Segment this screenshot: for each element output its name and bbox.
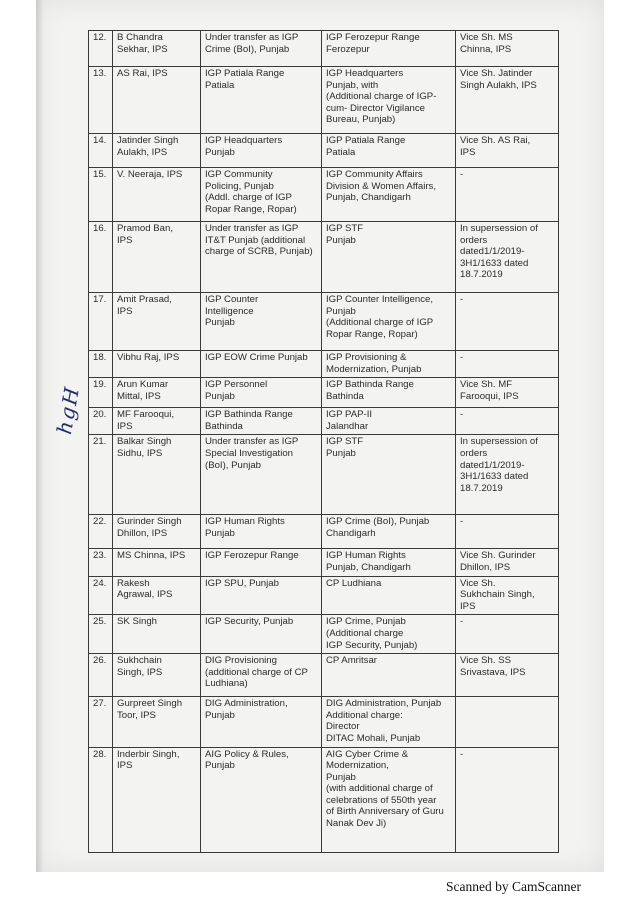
remarks-cell	[456, 697, 559, 747]
cell-line: DIG Administration,	[205, 698, 288, 710]
cell-line: IGP Counter Intelligence,	[326, 294, 434, 305]
cell-line: Singh, IPS	[117, 666, 163, 678]
cell-line: IGP Headquarters	[205, 135, 283, 146]
cell-line: AIG Policy & Rules,	[205, 748, 289, 760]
cell-line: -	[460, 748, 464, 760]
cell-line: 18.7.2019	[460, 482, 503, 494]
cell-line: Sukhchain	[117, 655, 162, 667]
cell-line: Ropar Range, Ropar)	[326, 328, 418, 340]
cell-line: Bathinda	[326, 390, 364, 402]
cell-line: Vice Sh. MS	[460, 32, 513, 43]
table-row	[89, 134, 559, 168]
name-cell	[113, 615, 201, 654]
cell-line: Division & Women Affairs,	[326, 180, 437, 192]
cell-line: orders	[460, 447, 488, 459]
cell-line: Vice Sh. Gurinder	[460, 550, 536, 562]
cell-line: orders	[460, 234, 488, 246]
to-posting-cell	[322, 697, 456, 747]
table-row	[89, 378, 559, 408]
cell-line: IGP Patiala Range	[326, 135, 406, 146]
sno-cell: 25.	[89, 615, 113, 654]
sno-cell: 21.	[89, 435, 113, 515]
remarks-cell	[456, 654, 559, 697]
cell-line: of Birth Anniversary of Guru	[326, 806, 444, 818]
cell-line: IPS	[117, 305, 133, 317]
cell-line: Vice Sh. AS Rai,	[460, 135, 531, 146]
page-shadow	[36, 0, 44, 872]
cell-line: Policing, Punjab	[205, 180, 274, 192]
from-posting-cell	[201, 747, 322, 852]
to-posting-cell	[322, 747, 456, 852]
from-posting-cell	[201, 293, 322, 351]
cell-line: Intelligence	[205, 305, 254, 317]
cell-line: IGP SPU, Punjab	[205, 577, 279, 589]
cell-line: Agrawal, IPS	[117, 589, 173, 601]
from-posting-cell	[201, 515, 322, 549]
remarks-cell	[456, 293, 559, 351]
remarks-cell	[456, 515, 559, 549]
cell-line: IGP Ferozepur Range	[205, 550, 299, 562]
from-posting-cell	[201, 654, 322, 697]
cell-line: Dhillon, IPS	[117, 527, 168, 539]
cell-line: Under transfer as IGP	[205, 436, 299, 448]
to-posting-cell	[322, 168, 456, 222]
sno-cell: 15.	[89, 168, 113, 222]
cell-line: (Additional charge	[326, 627, 404, 639]
transfer-orders-table	[88, 30, 559, 853]
cell-line: Ferozepur	[326, 43, 370, 55]
cell-line: IPS	[117, 234, 133, 246]
table-row	[89, 747, 559, 852]
cell-line: (with additional charge of	[326, 783, 433, 795]
table-row	[89, 67, 559, 134]
cell-line: IGP PAP-II	[326, 409, 373, 421]
cell-line: Gurinder Singh	[117, 516, 182, 528]
remarks-cell	[456, 615, 559, 654]
remarks-cell	[456, 351, 559, 378]
cell-line: Punjab, Chandigarh	[326, 561, 411, 573]
name-cell	[113, 378, 201, 408]
sno-cell: 13.	[89, 67, 113, 134]
name-cell	[113, 351, 201, 378]
cell-line: IGP Bathinda Range	[326, 379, 414, 391]
name-cell	[113, 654, 201, 697]
cell-line: IGP Human Rights	[326, 550, 406, 562]
cell-line: -	[460, 169, 464, 180]
cell-line: 3H1/1633 dated	[460, 257, 529, 269]
cell-line: -	[460, 294, 464, 305]
cell-line: Modernization,	[326, 760, 389, 772]
cell-line: IPS	[117, 420, 133, 432]
cell-line: Under transfer as IGP	[205, 223, 299, 234]
cell-line: Punjab	[326, 234, 356, 246]
name-cell	[113, 67, 201, 134]
cell-line: charge of SCRB, Punjab)	[205, 246, 313, 258]
cell-line: Sidhu, IPS	[117, 447, 163, 459]
cell-line: CP Amritsar	[326, 655, 377, 667]
cell-line: Punjab	[205, 317, 235, 329]
to-posting-cell	[322, 408, 456, 435]
to-posting-cell	[322, 515, 456, 549]
cell-line: Gurpreet Singh	[117, 698, 183, 710]
cell-line: IGP Crime (BoI), Punjab	[326, 516, 430, 528]
from-posting-cell	[201, 435, 322, 515]
name-cell	[113, 134, 201, 168]
cell-line: IGP Counter	[205, 294, 259, 305]
cell-line: Punjab	[326, 305, 356, 317]
name-cell	[113, 697, 201, 747]
cell-line: IGP Headquarters	[326, 68, 404, 79]
cell-line: Sukhchain Singh,	[460, 589, 535, 601]
remarks-cell	[456, 67, 559, 134]
cell-line: IGP Community Affairs	[326, 169, 423, 180]
cell-line: Nanak Dev Ji)	[326, 818, 387, 830]
from-posting-cell	[201, 222, 322, 293]
cell-line: Chandigarh	[326, 527, 376, 539]
cell-line: SK Singh	[117, 616, 158, 628]
from-posting-cell	[201, 576, 322, 615]
cell-line: Balkar Singh	[117, 436, 172, 448]
cell-line: Amit Prasad,	[117, 294, 172, 305]
cell-line: Toor, IPS	[117, 709, 156, 721]
remarks-cell	[456, 31, 559, 67]
remarks-cell	[456, 549, 559, 576]
from-posting-cell	[201, 697, 322, 747]
cell-line: Ropar Range, Ropar)	[205, 203, 297, 215]
handwritten-note: hgH	[52, 383, 85, 437]
cell-line: DIG Provisioning	[205, 655, 277, 667]
cell-line: Mittal, IPS	[117, 390, 161, 402]
cell-line: (Addl. charge of IGP	[205, 192, 292, 204]
cell-line: DIG Administration, Punjab	[326, 698, 442, 710]
remarks-cell	[456, 134, 559, 168]
from-posting-cell	[201, 615, 322, 654]
to-posting-cell	[322, 654, 456, 697]
cell-line: Bathinda	[205, 420, 243, 432]
cell-line: (Additional charge of IGP	[326, 317, 434, 329]
from-posting-cell	[201, 31, 322, 67]
cell-line: V. Neeraja, IPS	[117, 169, 183, 180]
from-posting-cell	[201, 134, 322, 168]
remarks-cell	[456, 576, 559, 615]
cell-line: Inderbir Singh,	[117, 748, 180, 760]
cell-line: Punjab, with	[326, 79, 379, 91]
table-row	[89, 168, 559, 222]
cell-line: MF Farooqui,	[117, 409, 175, 421]
from-posting-cell	[201, 549, 322, 576]
to-posting-cell	[322, 351, 456, 378]
cell-line: Vibhu Raj, IPS	[117, 352, 180, 363]
cell-line: Punjab, Chandigarh	[326, 192, 411, 204]
to-posting-cell	[322, 222, 456, 293]
sno-cell: 16.	[89, 222, 113, 293]
name-cell	[113, 515, 201, 549]
cell-line: Punjab	[205, 709, 235, 721]
cell-line: Chinna, IPS	[460, 43, 512, 55]
cell-line: Vice Sh. MF	[460, 379, 513, 391]
cell-line: Punjab	[205, 390, 235, 402]
cell-line: Sekhar, IPS	[117, 43, 168, 55]
table-row	[89, 515, 559, 549]
cell-line: Jatinder Singh	[117, 135, 179, 146]
cell-line: Punjab	[205, 760, 235, 772]
cell-line: IGP Patiala Range	[205, 68, 285, 79]
to-posting-cell	[322, 549, 456, 576]
cell-line: In supersession of	[460, 223, 538, 234]
remarks-cell	[456, 222, 559, 293]
table-row	[89, 549, 559, 576]
cell-line: Vice Sh. Jatinder	[460, 68, 533, 79]
remarks-cell	[456, 435, 559, 515]
table-body	[89, 31, 559, 853]
to-posting-cell	[322, 31, 456, 67]
sno-cell: 20.	[89, 408, 113, 435]
cell-line: 18.7.2019	[460, 269, 503, 281]
cell-line: dated1/1/2019-	[460, 459, 525, 471]
sno-cell: 22.	[89, 515, 113, 549]
cell-line: IT&T Punjab (additional	[205, 234, 306, 246]
sno-cell: 14.	[89, 134, 113, 168]
from-posting-cell	[201, 168, 322, 222]
table-row	[89, 615, 559, 654]
table-row	[89, 697, 559, 747]
cell-line: (additional charge of CP	[205, 666, 308, 678]
cell-line: Vice Sh. SS	[460, 655, 512, 667]
cell-line: DITAC Mohali, Punjab	[326, 732, 421, 744]
cell-line: B Chandra	[117, 32, 163, 43]
cell-line: MS Chinna, IPS	[117, 550, 186, 562]
sno-cell: 26.	[89, 654, 113, 697]
cell-line: Pramod Ban,	[117, 223, 173, 234]
cell-line: Punjab	[205, 146, 235, 158]
name-cell	[113, 576, 201, 615]
sno-cell: 28.	[89, 747, 113, 852]
cell-line: (BoI), Punjab	[205, 459, 261, 471]
from-posting-cell	[201, 67, 322, 134]
cell-line: IGP Security, Punjab	[205, 616, 294, 628]
cell-line: CP Ludhiana	[326, 577, 382, 589]
name-cell	[113, 435, 201, 515]
remarks-cell	[456, 378, 559, 408]
from-posting-cell	[201, 351, 322, 378]
cell-line: IPS	[460, 146, 476, 158]
name-cell	[113, 293, 201, 351]
cell-line: Singh Aulakh, IPS	[460, 79, 537, 91]
cell-line: IGP Bathinda Range	[205, 409, 293, 421]
cell-line: IPS	[460, 600, 476, 612]
cell-line: IGP STF	[326, 223, 364, 234]
cell-line: Dhillon, IPS	[460, 561, 511, 573]
cell-line: Jalandhar	[326, 420, 369, 432]
sno-cell: 19.	[89, 378, 113, 408]
table-row	[89, 576, 559, 615]
to-posting-cell	[322, 134, 456, 168]
table-row	[89, 351, 559, 378]
cell-line: Ludhiana)	[205, 678, 248, 690]
cell-line: Additional charge:	[326, 709, 403, 721]
table-row	[89, 408, 559, 435]
cell-line: IGP Provisioning &	[326, 352, 407, 363]
cell-line: IGP Human Rights	[205, 516, 285, 528]
sno-cell: 23.	[89, 549, 113, 576]
cell-line: Patiala	[326, 146, 356, 158]
to-posting-cell	[322, 67, 456, 134]
name-cell	[113, 168, 201, 222]
scanner-watermark: Scanned by CamScanner	[446, 879, 581, 894]
cell-line: -	[460, 616, 464, 628]
table-row	[89, 31, 559, 67]
cell-line: IGP STF	[326, 436, 364, 448]
cell-line: -	[460, 352, 464, 363]
cell-line: Farooqui, IPS	[460, 390, 519, 402]
to-posting-cell	[322, 615, 456, 654]
sno-cell: 18.	[89, 351, 113, 378]
name-cell	[113, 222, 201, 293]
remarks-cell	[456, 408, 559, 435]
cell-line: Aulakh, IPS	[117, 146, 168, 158]
cell-line: Punjab	[326, 771, 356, 783]
cell-line: celebrations of 550th year	[326, 794, 437, 806]
table-row	[89, 654, 559, 697]
cell-line: dated1/1/2019-	[460, 246, 525, 258]
remarks-cell	[456, 168, 559, 222]
cell-line: 3H1/1633 dated	[460, 471, 529, 483]
cell-line: cum- Director Vigilance	[326, 102, 425, 114]
name-cell	[113, 408, 201, 435]
cell-line: Modernization, Punjab	[326, 363, 422, 375]
table-row	[89, 222, 559, 293]
remarks-cell	[456, 747, 559, 852]
cell-line: AIG Cyber Crime &	[326, 748, 409, 760]
sno-cell: 24.	[89, 576, 113, 615]
to-posting-cell	[322, 293, 456, 351]
cell-line: Special Investigation	[205, 447, 293, 459]
cell-line: IGP Community	[205, 169, 273, 180]
to-posting-cell	[322, 435, 456, 515]
cell-line: Rakesh	[117, 577, 150, 589]
cell-line: Vice Sh.	[460, 577, 496, 589]
from-posting-cell	[201, 378, 322, 408]
cell-line: Under transfer as IGP	[205, 32, 299, 43]
sno-cell: 17.	[89, 293, 113, 351]
cell-line: IGP EOW Crime Punjab	[205, 352, 308, 363]
cell-line: IGP Security, Punjab)	[326, 639, 418, 651]
name-cell	[113, 31, 201, 67]
cell-line: (Additional charge of IGP-	[326, 91, 437, 103]
cell-line: -	[460, 409, 464, 421]
table-row	[89, 435, 559, 515]
cell-line: Patiala	[205, 79, 235, 91]
cell-line: IGP Personnel	[205, 379, 268, 391]
cell-line: Bureau, Punjab)	[326, 114, 396, 126]
to-posting-cell	[322, 378, 456, 408]
cell-line: IGP Crime, Punjab	[326, 616, 406, 628]
cell-line: Director	[326, 721, 360, 733]
cell-line: Crime (BoI), Punjab	[205, 43, 290, 55]
cell-line: IGP Ferozepur Range	[326, 32, 420, 43]
to-posting-cell	[322, 576, 456, 615]
name-cell	[113, 747, 201, 852]
cell-line: Srivastava, IPS	[460, 666, 526, 678]
table-row	[89, 293, 559, 351]
cell-line: In supersession of	[460, 436, 538, 448]
sno-cell: 27.	[89, 697, 113, 747]
cell-line: -	[460, 516, 464, 528]
sno-cell: 12.	[89, 31, 113, 67]
cell-line: AS Rai, IPS	[117, 68, 168, 79]
cell-line: Punjab	[205, 527, 235, 539]
cell-line: Arun Kumar	[117, 379, 169, 391]
cell-line: Punjab	[326, 447, 356, 459]
cell-line: IPS	[117, 760, 133, 772]
from-posting-cell	[201, 408, 322, 435]
name-cell	[113, 549, 201, 576]
